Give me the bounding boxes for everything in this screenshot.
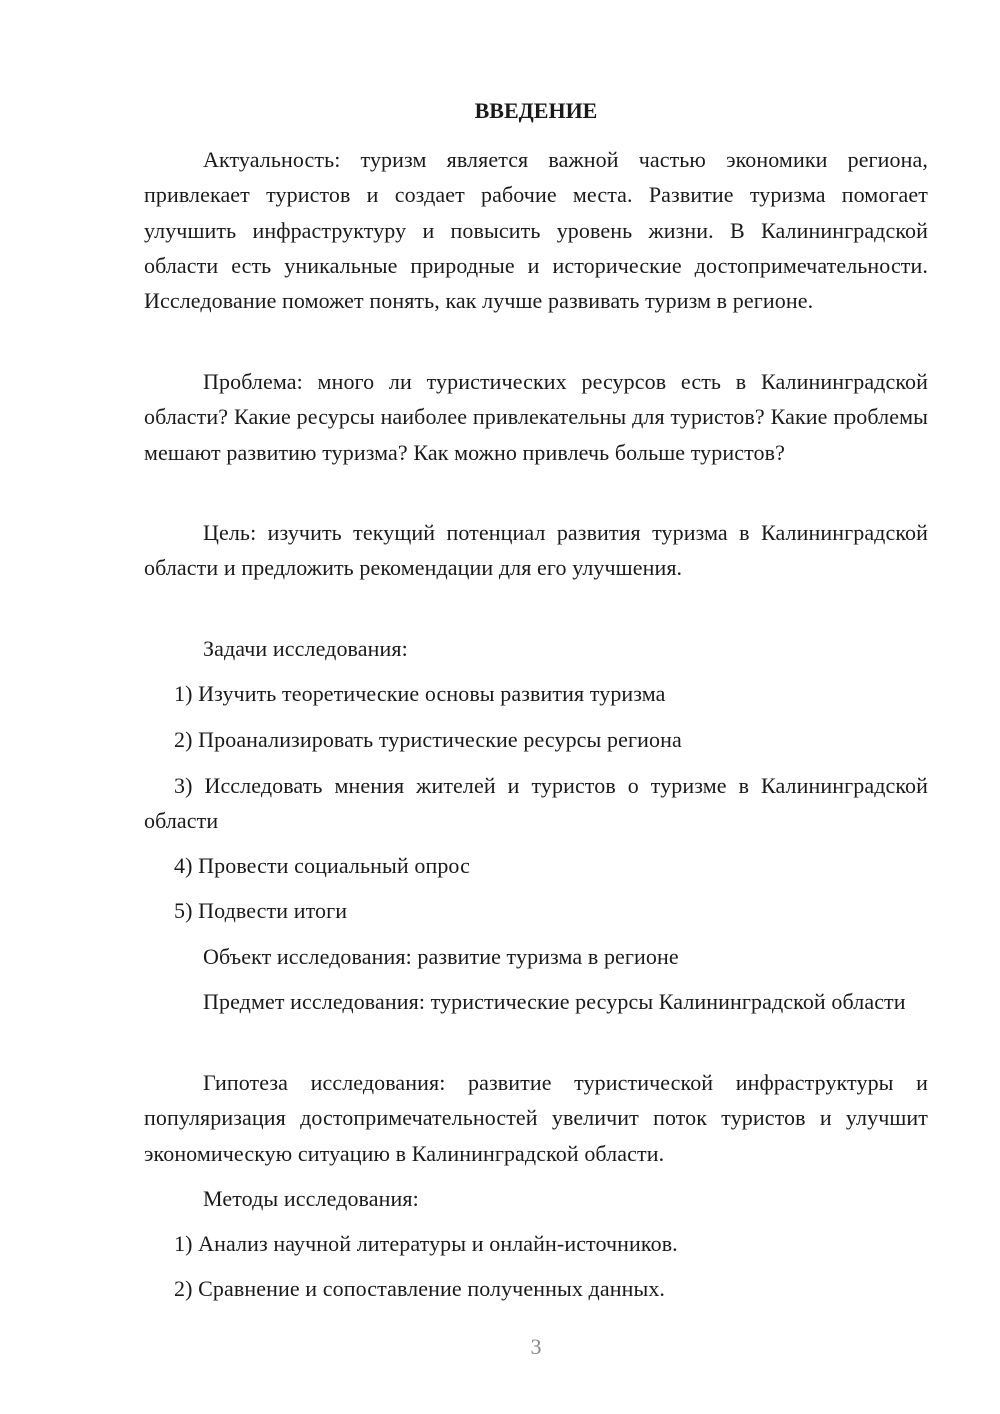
goal-paragraph: Цель: изучить текущий потенциал развития туризма в Калининградской области и предложить рекомендации для его улучшения. — [144, 520, 928, 581]
page-number: 3 — [530, 1334, 542, 1359]
task-item-1: 1) Изучить теоретические основы развития туризма — [174, 681, 666, 706]
task-item-5: 5) Подвести итоги — [174, 898, 348, 923]
hypothesis-paragraph: Гипотеза исследования: развитие туристической инфраструктуры и популяризация достопримечательностей увеличит поток туристов и улучшит экономическую ситуацию в Калининградской области. — [144, 1070, 928, 1166]
task-item-3: 3) Исследовать мнения жителей и туристов о туризме в Калининградской области — [144, 773, 928, 834]
subject-paragraph: Предмет исследования: туристические ресурсы Калининградской области — [203, 989, 906, 1014]
methods-title: Методы исследования: — [203, 1186, 419, 1211]
method-item-1: 1) Анализ научной литературы и онлайн-источников. — [174, 1231, 678, 1256]
method-item-2: 2) Сравнение и сопоставление полученных данных. — [174, 1276, 666, 1301]
problem-paragraph: Проблема: много ли туристических ресурсов есть в Калининградской области? Какие ресурсы наиболее привлекательны для туристов? Какие проблемы мешают развитию туризма? Как можно привлечь больше туристов? — [144, 369, 928, 465]
task-item-2: 2) Проанализировать туристические ресурсы региона — [174, 727, 682, 752]
relevance-paragraph: Актуальность: туризм является важной частью экономики региона, привлекает туристов и создает рабочие места. Развитие туризма помогает улучшить инфраструктуру и повысить уровень жизни. В Калининградской области есть уникальные природные и исторические достопримечательности. Исследование поможет понять, как лучше развивать туризм в регионе. — [144, 147, 928, 314]
task-item-4: 4) Провести социальный опрос — [174, 853, 470, 878]
page-title: ВВЕДЕНИЕ — [474, 98, 598, 123]
tasks-title: Задачи исследования: — [203, 636, 408, 661]
object-paragraph: Объект исследования: развитие туризма в регионе — [203, 944, 679, 969]
